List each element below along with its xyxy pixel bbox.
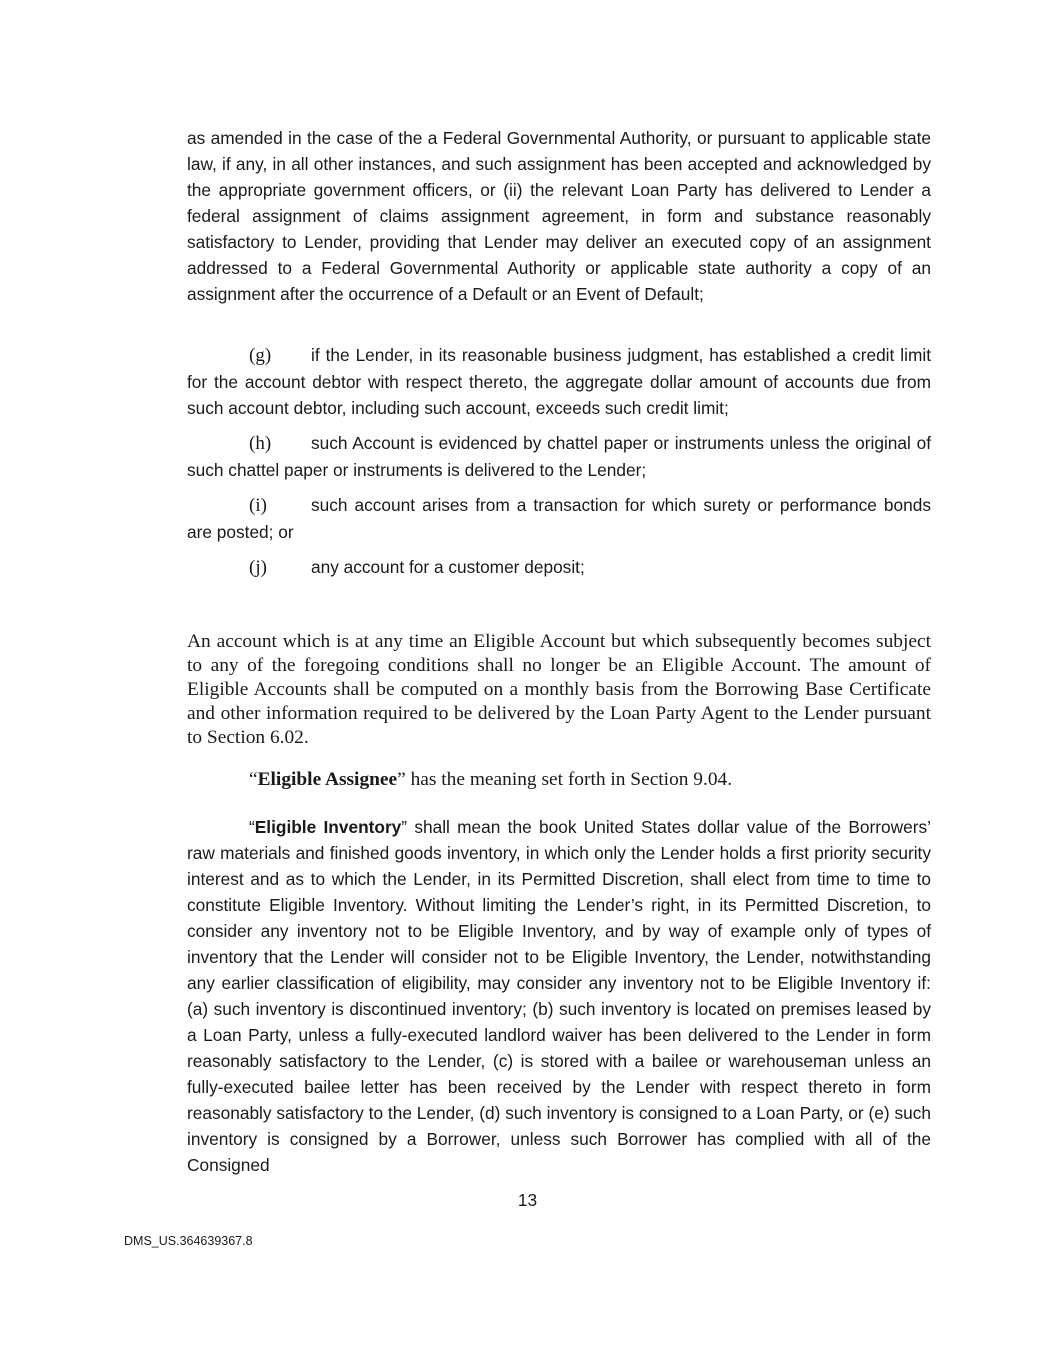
eligible-account-paragraph: An account which is at any time an Eligible Account but which subsequently becomes subject to any of the foregoing conditions shall no longer be an Eligible Account. The amount of Eligible Accounts shall be computed on a monthly basis from the Borrowing Base Certificate and other information required to be delivered by the Loan Party Agent to the Lender pursuant to Section 6.02. [187,631,931,748]
document-id-footer: DMS_US.364639367.8 [124,1234,253,1248]
eligible-assignee-definition [187,768,931,792]
list-item-text: such Account is evidenced by chattel paper or instruments unless the original of such chattel paper or instruments is delivered to the Lender; [187,433,931,480]
list-item-j [187,554,931,581]
defined-term: Eligible Inventory [254,817,402,837]
list-item-text: any account for a customer deposit; [311,557,585,577]
open-quote: “ [249,769,258,790]
open-quote: “ [249,817,255,837]
continuation-paragraph: as amended in the case of the a Federal Governmental Authority, or pursuant to applicable state law, if any, in all other instances, and such assignment has been accepted and acknowledged by the appropriate government officers, or (ii) the relevant Loan Party has delivered to Lender a federal assignment of claims assignment agreement, in form and substance reasonably satisfactory to Lender, providing that Lender may deliver an executed copy of an assignment addressed to a Federal Governmental Authority or applicable state authority a copy of an assignment after the occurrence of a Default or an Event of Default; [187,128,931,304]
definition-text: ” has the meaning set forth in Section 9.04. [397,769,733,790]
defined-term: Eligible Assignee [257,769,398,790]
list-item-h [187,430,931,483]
page-number: 13 [517,1190,538,1210]
list-marker: (h) [249,433,272,454]
list-item-g [187,342,931,421]
list-item-text: if the Lender, in its reasonable business judgment, has established a credit limit for the account debtor with respect thereto, the aggregate dollar amount of accounts due from such account debtor, including such account, exceeds such credit limit; [187,345,931,418]
list-marker: (j) [249,557,267,578]
list-marker: (i) [249,495,267,516]
eligible-inventory-definition [187,814,931,1178]
list-item-i [187,492,931,545]
list-marker: (g) [249,345,272,366]
list-item-text: such account arises from a transaction for which surety or performance bonds are posted; or [187,495,931,542]
definition-text: ” shall mean the book United States dollar value of the Borrowers’ raw materials and finished goods inventory, in which only the Lender holds a first priority security interest and as to which the Lender, in its Permitted Discretion, shall elect from time to time to constitute Eligible Inventory. Without limiting the Lender’s right, in its Permitted Discretion, to consider any inventory not to be Eligible Inventory, and by way of example only of types of inventory that the Lender will consider not to be Eligible Inventory, the Lender, notwithstanding any earlier classification of eligibility, may consider any inventory not to be Eligible Inventory if: (a) such inventory is discontinued inventory; (b) such inventory is located on premises leased by a Loan Party, unless a fully-executed landlord waiver has been delivered to the Lender in form reasonably satisfactory to the Lender, (c) is stored with a bailee or warehouseman unless an fully-executed bailee letter has been received by the Lender with respect thereto in form reasonably satisfactory to the Lender, (d) such inventory is consigned to a Loan Party, or (e) such inventory is consigned by a Borrower, unless such Borrower has complied with all of the Consigned [187,817,931,1175]
